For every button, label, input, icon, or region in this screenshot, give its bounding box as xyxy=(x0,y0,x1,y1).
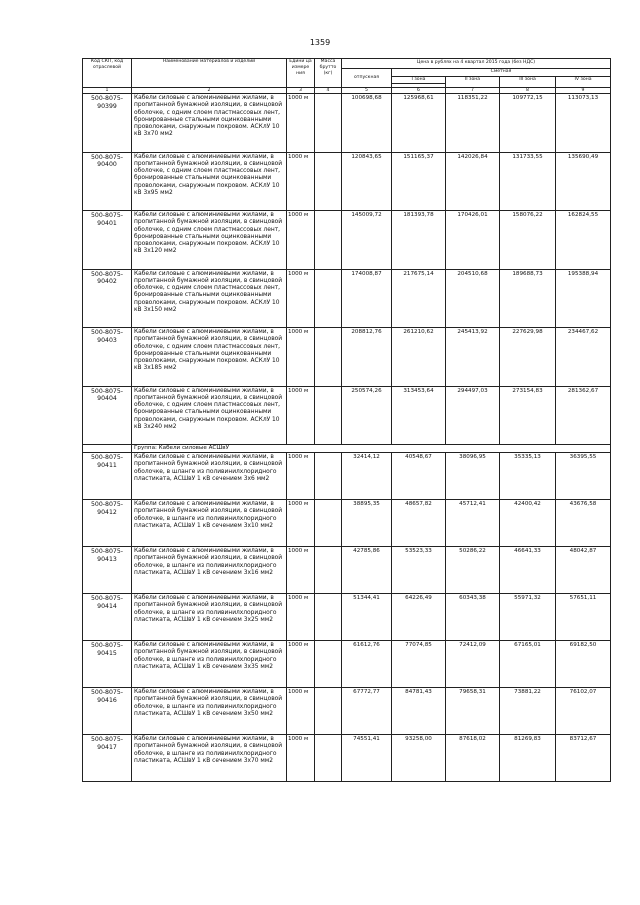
price-zone-2: 170426,01 xyxy=(446,211,500,270)
unit-cell: 1000 м xyxy=(287,594,315,641)
price-zone-4: 234467,62 xyxy=(556,328,611,387)
code-cell: 500-8075-90402 xyxy=(83,269,132,328)
index-cell: 7 xyxy=(446,88,500,94)
price-zone-1: 53523,33 xyxy=(392,547,446,594)
unit-cell: 1000 м xyxy=(287,688,315,735)
index-cell: 1 xyxy=(83,88,132,94)
header-price-group: Цена в рублях на 4 квартал 2015 года (без НДС) xyxy=(342,59,611,69)
price-zone-3: 46641,33 xyxy=(500,547,556,594)
header-zone-4: IV зона xyxy=(556,77,611,88)
mass-cell xyxy=(315,328,342,387)
header-zone-2: II зона xyxy=(446,77,500,88)
price-zone-4: 76102,07 xyxy=(556,688,611,735)
price-zone-1: 217675,14 xyxy=(392,269,446,328)
price-zone-4: 57651,11 xyxy=(556,594,611,641)
mass-cell xyxy=(315,152,342,211)
code-cell: 500-8075-90401 xyxy=(83,211,132,270)
price-zone-2: 118351,22 xyxy=(446,94,500,153)
unit-cell: 1000 м xyxy=(287,500,315,547)
index-cell: 8 xyxy=(500,88,556,94)
price-zone-3: 67165,01 xyxy=(500,641,556,688)
index-cell: 6 xyxy=(392,88,446,94)
header-name: Наименование материалов и изделий xyxy=(132,59,287,88)
price-zone-1: 93258,00 xyxy=(392,735,446,782)
table-row xyxy=(83,500,611,547)
name-cell: Кабели силовые с алюминиевыми жилами, в пропитанной бумажной изоляции, в свинцовой оболочке, с одним слоем пластмассовых лент, бронированные стальными оцинкованными проволоками, снаружным покровом. АСКлУ 10 кВ 3х120 мм2 xyxy=(132,211,287,270)
code-cell: 500-8075-90411 xyxy=(83,453,132,500)
code-cell: 500-8075-90412 xyxy=(83,500,132,547)
table-row xyxy=(83,386,611,445)
price-zone-2: 142026,84 xyxy=(446,152,500,211)
price-zone-4: 69182,50 xyxy=(556,641,611,688)
price-zone-4: 135690,49 xyxy=(556,152,611,211)
code-cell: 500-8075-90413 xyxy=(83,547,132,594)
price-zone-4: 48042,87 xyxy=(556,547,611,594)
price-otpusk: 74551,41 xyxy=(342,735,392,782)
table-row xyxy=(83,152,611,211)
unit-cell: 1000 м xyxy=(287,547,315,594)
price-otpusk: 67772,77 xyxy=(342,688,392,735)
price-zone-2: 79658,31 xyxy=(446,688,500,735)
price-otpusk: 32414,12 xyxy=(342,453,392,500)
price-zone-3: 227629,98 xyxy=(500,328,556,387)
price-zone-3: 81269,83 xyxy=(500,735,556,782)
price-zone-2: 45712,41 xyxy=(446,500,500,547)
price-zone-4: 195388,94 xyxy=(556,269,611,328)
price-zone-2: 50286,22 xyxy=(446,547,500,594)
group-spacer xyxy=(83,445,132,453)
price-zone-2: 204510,68 xyxy=(446,269,500,328)
group-row xyxy=(83,445,611,453)
name-cell: Кабели силовые с алюминиевыми жилами, в пропитанной бумажной изоляции, в свинцовой оболочке, с одним слоем пластмассовых лент, бронированные стальными оцинкованными проволоками, снаружным покровом. АСКлУ 10 кВ 3х185 мм2 xyxy=(132,328,287,387)
header-zone-3: III зона xyxy=(500,77,556,88)
price-zone-4: 43676,58 xyxy=(556,500,611,547)
unit-cell: 1000 м xyxy=(287,453,315,500)
table-row xyxy=(83,641,611,688)
mass-cell xyxy=(315,386,342,445)
price-zone-2: 87618,02 xyxy=(446,735,500,782)
price-otpusk: 145009,72 xyxy=(342,211,392,270)
price-otpusk: 120843,65 xyxy=(342,152,392,211)
index-cell: 3 xyxy=(287,88,315,94)
header-zone-1: I зона xyxy=(392,77,446,84)
mass-cell xyxy=(315,641,342,688)
price-zone-3: 131733,55 xyxy=(500,152,556,211)
index-cell: 9 xyxy=(556,88,611,94)
price-zone-4: 113073,13 xyxy=(556,94,611,153)
table-header xyxy=(83,59,611,94)
mass-cell xyxy=(315,594,342,641)
price-zone-2: 38096,95 xyxy=(446,453,500,500)
table-row xyxy=(83,211,611,270)
price-zone-3: 35335,13 xyxy=(500,453,556,500)
price-zone-1: 40548,67 xyxy=(392,453,446,500)
price-zone-4: 83712,67 xyxy=(556,735,611,782)
price-otpusk: 38895,35 xyxy=(342,500,392,547)
name-cell: Кабели силовые с алюминиевыми жилами, в пропитанной бумажной изоляции, в свинцовой оболочке, в шланге из поливинилхлоридного пластиката, АСШвУ 1 кВ сечением 3х16 мм2 xyxy=(132,547,287,594)
name-cell: Кабели силовые с алюминиевыми жилами, в пропитанной бумажной изоляции, в свинцовой оболочке, в шланге из поливинилхлоридного пластиката, АСШвУ 1 кВ сечением 3х10 мм2 xyxy=(132,500,287,547)
index-cell: 2 xyxy=(132,88,287,94)
price-zone-1: 181393,78 xyxy=(392,211,446,270)
header-otpusk: отпускная xyxy=(342,69,392,88)
name-cell: Кабели силовые с алюминиевыми жилами, в пропитанной бумажной изоляции, в свинцовой оболочке, с одним слоем пластмассовых лент, бронированные стальными оцинкованными проволоками, снаружным покровом. АСКлУ 10 кВ 3х70 мм2 xyxy=(132,94,287,153)
mass-cell xyxy=(315,547,342,594)
table-row xyxy=(83,328,611,387)
mass-cell xyxy=(315,500,342,547)
code-cell: 500-8075-90403 xyxy=(83,328,132,387)
price-zone-3: 109772,15 xyxy=(500,94,556,153)
code-cell: 500-8075-90399 xyxy=(83,94,132,153)
price-zone-1: 261210,62 xyxy=(392,328,446,387)
name-cell: Кабели силовые с алюминиевыми жилами, в пропитанной бумажной изоляции, в свинцовой оболочке, в шланге из поливинилхлоридного пластиката, АСШвУ 1 кВ сечением 3х6 мм2 xyxy=(132,453,287,500)
name-cell: Кабели силовые с алюминиевыми жилами, в пропитанной бумажной изоляции, в свинцовой оболочке, в шланге из поливинилхлоридного пластиката, АСШвУ 1 кВ сечением 3х50 мм2 xyxy=(132,688,287,735)
unit-cell: 1000 м xyxy=(287,152,315,211)
index-cell: 4 xyxy=(315,88,342,94)
unit-cell: 1000 м xyxy=(287,386,315,445)
mass-cell xyxy=(315,688,342,735)
table-row xyxy=(83,735,611,782)
price-zone-2: 72412,09 xyxy=(446,641,500,688)
price-otpusk: 250574,26 xyxy=(342,386,392,445)
mass-cell xyxy=(315,94,342,153)
table-body xyxy=(83,94,611,782)
header-code: Код СКП, код отраслевой xyxy=(83,59,132,88)
price-zone-4: 281362,67 xyxy=(556,386,611,445)
header-unit: Едини ца измере ния xyxy=(287,59,315,88)
name-cell: Кабели силовые с алюминиевыми жилами, в пропитанной бумажной изоляции, в свинцовой оболочке, с одним слоем пластмассовых лент, бронированные стальными оцинкованными проволоками, снаружным покровом. АСКлУ 10 кВ 3х95 мм2 xyxy=(132,152,287,211)
unit-cell: 1000 м xyxy=(287,328,315,387)
mass-cell xyxy=(315,453,342,500)
mass-cell xyxy=(315,735,342,782)
price-zone-3: 158076,22 xyxy=(500,211,556,270)
price-zone-3: 73881,22 xyxy=(500,688,556,735)
price-zone-3: 189688,73 xyxy=(500,269,556,328)
code-cell: 500-8075-90416 xyxy=(83,688,132,735)
code-cell: 500-8075-90400 xyxy=(83,152,132,211)
unit-cell: 1000 м xyxy=(287,94,315,153)
unit-cell: 1000 м xyxy=(287,211,315,270)
code-cell: 500-8075-90404 xyxy=(83,386,132,445)
price-zone-1: 151165,37 xyxy=(392,152,446,211)
unit-cell: 1000 м xyxy=(287,641,315,688)
index-cell: 5 xyxy=(342,88,392,94)
price-zone-1: 48657,82 xyxy=(392,500,446,547)
header-mass: Масса брутто (кг) xyxy=(315,59,342,88)
price-otpusk: 61612,76 xyxy=(342,641,392,688)
price-otpusk: 42785,86 xyxy=(342,547,392,594)
code-cell: 500-8075-90417 xyxy=(83,735,132,782)
page-number: 1359 xyxy=(309,38,331,47)
code-cell: 500-8075-90414 xyxy=(83,594,132,641)
price-zone-3: 42400,42 xyxy=(500,500,556,547)
table-row xyxy=(83,594,611,641)
price-otpusk: 100698,68 xyxy=(342,94,392,153)
price-zone-4: 162824,55 xyxy=(556,211,611,270)
name-cell: Кабели силовые с алюминиевыми жилами, в пропитанной бумажной изоляции, в свинцовой оболочке, в шланге из поливинилхлоридного пластиката, АСШвУ 1 кВ сечением 3х70 мм2 xyxy=(132,735,287,782)
price-zone-1: 313453,64 xyxy=(392,386,446,445)
table-row xyxy=(83,688,611,735)
price-zone-2: 245413,92 xyxy=(446,328,500,387)
mass-cell xyxy=(315,211,342,270)
table-row xyxy=(83,269,611,328)
price-zone-3: 55971,32 xyxy=(500,594,556,641)
price-table xyxy=(82,58,611,782)
name-cell: Кабели силовые с алюминиевыми жилами, в пропитанной бумажной изоляции, в свинцовой оболочке, с одним слоем пластмассовых лент, бронированные стальными оцинкованными проволоками, снаружным покровом. АСКлУ 10 кВ 3х150 мм2 xyxy=(132,269,287,328)
price-otpusk: 174008,87 xyxy=(342,269,392,328)
price-zone-1: 125968,61 xyxy=(392,94,446,153)
table-row xyxy=(83,453,611,500)
price-otpusk: 208812,76 xyxy=(342,328,392,387)
name-cell: Кабели силовые с алюминиевыми жилами, в пропитанной бумажной изоляции, в свинцовой оболочке, в шланге из поливинилхлоридного пластиката, АСШвУ 1 кВ сечением 3х35 мм2 xyxy=(132,641,287,688)
group-title: Группа: Кабели силовые АСШвУ xyxy=(132,445,611,453)
price-zone-1: 84781,43 xyxy=(392,688,446,735)
price-zone-1: 77074,85 xyxy=(392,641,446,688)
mass-cell xyxy=(315,269,342,328)
header-smetnaya: Сметная xyxy=(392,69,611,77)
table-row xyxy=(83,547,611,594)
unit-cell: 1000 м xyxy=(287,735,315,782)
unit-cell: 1000 м xyxy=(287,269,315,328)
price-zone-4: 36395,55 xyxy=(556,453,611,500)
price-zone-3: 273154,83 xyxy=(500,386,556,445)
name-cell: Кабели силовые с алюминиевыми жилами, в пропитанной бумажной изоляции, в свинцовой оболочке, в шланге из поливинилхлоридного пластиката, АСШвУ 1 кВ сечением 3х25 мм2 xyxy=(132,594,287,641)
price-zone-2: 294497,03 xyxy=(446,386,500,445)
table-row xyxy=(83,94,611,153)
code-cell: 500-8075-90415 xyxy=(83,641,132,688)
price-otpusk: 51344,41 xyxy=(342,594,392,641)
name-cell: Кабели силовые с алюминиевыми жилами, в пропитанной бумажной изоляции, в свинцовой оболочке, с одним слоем пластмассовых лент, бронированные стальными оцинкованными проволоками, снаружным покровом. АСКлУ 10 кВ 3х240 мм2 xyxy=(132,386,287,445)
price-zone-2: 60343,38 xyxy=(446,594,500,641)
price-zone-1: 64226,49 xyxy=(392,594,446,641)
